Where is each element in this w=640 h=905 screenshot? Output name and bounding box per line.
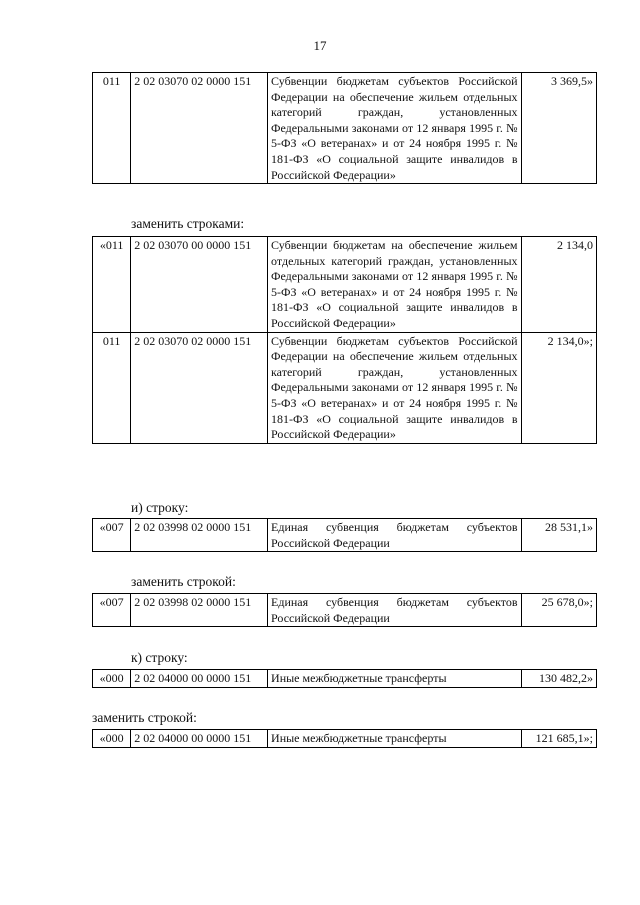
table-row xyxy=(93,73,597,184)
budget-table-item-i-replacement xyxy=(92,593,597,627)
amount-cell: 28 531,1» xyxy=(521,519,596,552)
admin-code-cell: 011 xyxy=(93,332,131,443)
income-name-cell: Субвенции бюджетам субъектов Российской Федерации на обеспечение жильем отдельных категорий граждан, установленных Федеральными законами от 12 января 1995 г. № 5-ФЗ «О ветеранах» и от 24 ноября 1995 г. № 181-ФЗ «О социальной защите инвалидов в Российской Федерации» xyxy=(268,332,522,443)
instruction-replace-rows: заменить строками: xyxy=(131,216,245,231)
kbk-code-cell: 2 02 03998 02 0000 151 xyxy=(131,519,268,552)
admin-code-cell: «000 xyxy=(93,670,131,688)
table-row xyxy=(93,237,597,333)
admin-code-cell: «000 xyxy=(93,730,131,748)
instruction-replace-row-final: заменить строкой: xyxy=(92,710,197,725)
amount-cell: 2 134,0»; xyxy=(521,332,596,443)
table-row xyxy=(93,519,597,552)
amount-cell: 3 369,5» xyxy=(521,73,596,184)
page-number: 17 xyxy=(313,38,327,53)
amount-cell: 2 134,0 xyxy=(521,237,596,333)
income-name-cell: Субвенции бюджетам на обеспечение жильем отдельных категорий граждан, установленных Федеральными законами от 12 января 1995 г. № 5-ФЗ «О ветеранах» и от 24 ноября 1995 г. № 181-ФЗ «О социальной защите инвалидов в Российской Федерации» xyxy=(268,237,522,333)
budget-table-replacement-rows xyxy=(92,236,597,444)
kbk-code-cell: 2 02 03070 02 0000 151 xyxy=(131,73,268,184)
kbk-code-cell: 2 02 03070 02 0000 151 xyxy=(131,332,268,443)
kbk-code-cell: 2 02 04000 00 0000 151 xyxy=(131,730,268,748)
table-row xyxy=(93,332,597,443)
budget-table-original xyxy=(92,72,597,184)
income-name-cell: Субвенции бюджетам субъектов Российской Федерации на обеспечение жильем отдельных категорий граждан, установленных Федеральными законами от 12 января 1995 г. № 5-ФЗ «О ветеранах» и от 24 ноября 1995 г. № 181-ФЗ «О социальной защите инвалидов в Российской Федерации» xyxy=(268,73,522,184)
income-name-cell: Иные межбюджетные трансферты xyxy=(268,670,522,688)
instruction-item-k: к) строку: xyxy=(131,650,188,665)
instruction-replace-row: заменить строкой: xyxy=(131,574,236,589)
table-row xyxy=(93,730,597,748)
admin-code-cell: «011 xyxy=(93,237,131,333)
budget-table-item-i xyxy=(92,518,597,552)
amount-cell: 25 678,0»; xyxy=(521,594,596,627)
kbk-code-cell: 2 02 04000 00 0000 151 xyxy=(131,670,268,688)
income-name-cell: Единая субвенция бюджетам субъектов Российской Федерации xyxy=(268,519,522,552)
admin-code-cell: «007 xyxy=(93,594,131,627)
table-row xyxy=(93,670,597,688)
kbk-code-cell: 2 02 03998 02 0000 151 xyxy=(131,594,268,627)
table-row xyxy=(93,594,597,627)
instruction-item-i: и) строку: xyxy=(131,500,189,515)
income-name-cell: Иные межбюджетные трансферты xyxy=(268,730,522,748)
amount-cell: 130 482,2» xyxy=(521,670,596,688)
income-name-cell: Единая субвенция бюджетам субъектов Российской Федерации xyxy=(268,594,522,627)
budget-table-item-k xyxy=(92,669,597,688)
kbk-code-cell: 2 02 03070 00 0000 151 xyxy=(131,237,268,333)
admin-code-cell: 011 xyxy=(93,73,131,184)
admin-code-cell: «007 xyxy=(93,519,131,552)
amount-cell: 121 685,1»; xyxy=(521,730,596,748)
budget-table-item-k-replacement xyxy=(92,729,597,748)
